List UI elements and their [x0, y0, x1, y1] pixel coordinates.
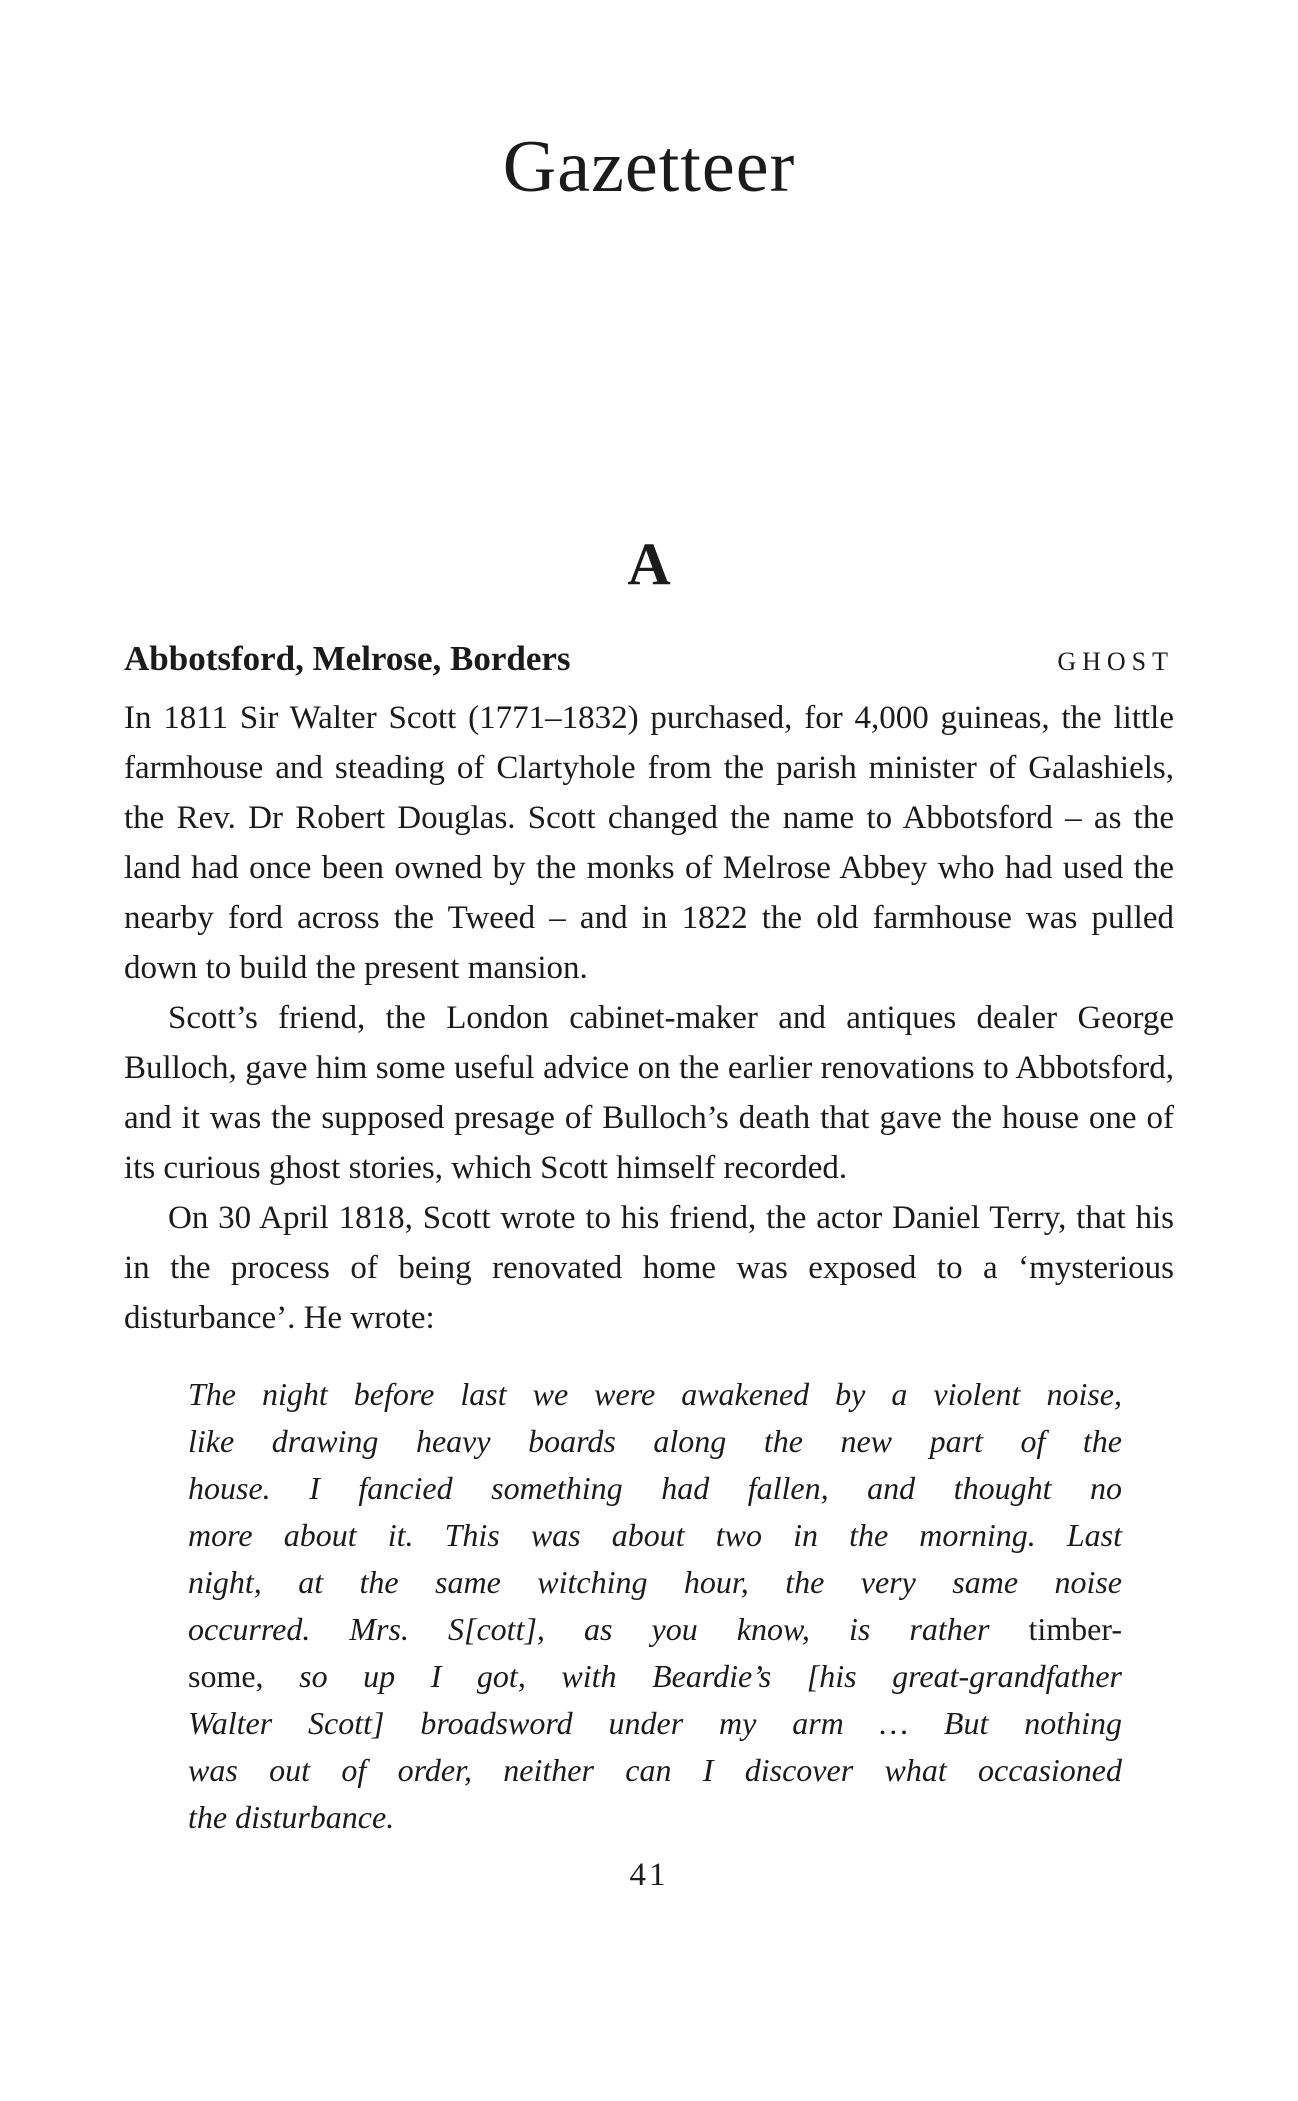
section-letter: A	[627, 531, 671, 597]
quote-italic-text: more about it. This was about two in the morning. Last	[188, 1516, 1122, 1553]
block-quote	[188, 1371, 1122, 1841]
quote-line	[188, 1653, 1122, 1700]
quote-line	[188, 1512, 1122, 1559]
quote-italic-text: Walter Scott] broadsword under my arm … But nothing	[188, 1704, 1122, 1741]
quote-line	[188, 1747, 1122, 1794]
entry-name: Abbotsford, Melrose, Borders	[124, 639, 571, 678]
quote-line	[188, 1794, 1122, 1841]
entry-paragraph: On 30 April 1818, Scott wrote to his friend, the actor Daniel Terry, that his in the process of being renovated home was exposed to a ‘mysterious disturbance’. He wrote:	[124, 1199, 1174, 1336]
entry-category-label: GHOST	[1057, 647, 1174, 676]
quote-line	[188, 1418, 1122, 1465]
quote-italic-text: night, at the same witching hour, the very same noise	[188, 1563, 1122, 1600]
quote-italic-text: the disturbance.	[188, 1798, 395, 1835]
quote-italic-text: like drawing heavy boards along the new part of the	[188, 1422, 1122, 1459]
entry-body	[124, 693, 1174, 1343]
quote-roman-text: timber-	[1028, 1610, 1122, 1647]
page-number: 41	[629, 1856, 669, 1893]
quote-italic-text: occurred. Mrs. S[cott], as you know, is rather	[188, 1610, 1029, 1647]
quote-line	[188, 1371, 1122, 1418]
quote-italic-text: The night before last we were awakened by a violent noise,	[188, 1375, 1122, 1412]
quote-roman-text: some,	[188, 1657, 300, 1694]
quote-italic-text: was out of order, neither can I discover what occasioned	[188, 1751, 1122, 1788]
quote-line	[188, 1559, 1122, 1606]
quote-line	[188, 1465, 1122, 1512]
quote-line	[188, 1700, 1122, 1747]
quote-line	[188, 1606, 1122, 1653]
quote-italic-text: so up I got, with Beardie’s [his great-grandfather	[299, 1657, 1123, 1694]
entry-paragraph: In 1811 Sir Walter Scott (1771–1832) purchased, for 4,000 guineas, the little farmhouse and steading of Clartyhole from the parish minister of Galashiels, the Rev. Dr Robert Douglas. Scott changed the name to Abbotsford – as the land had once been owned by the monks of Melrose Abbey who had used the nearby ford across the Tweed – and in 1822 the old farmhouse was pulled down to build the present mansion.	[124, 699, 1174, 986]
entry-paragraph: Scott’s friend, the London cabinet-maker and antiques dealer George Bulloch, gave him some useful advice on the earlier renovations to Abbotsford, and it was the supposed presage of Bulloch’s death that gave the house one of its curious ghost stories, which Scott himself recorded.	[124, 999, 1174, 1186]
document-title: Gazetteer	[502, 126, 796, 208]
entry-header	[124, 640, 1174, 679]
quote-italic-text: house. I fancied something had fallen, and thought no	[188, 1469, 1122, 1506]
